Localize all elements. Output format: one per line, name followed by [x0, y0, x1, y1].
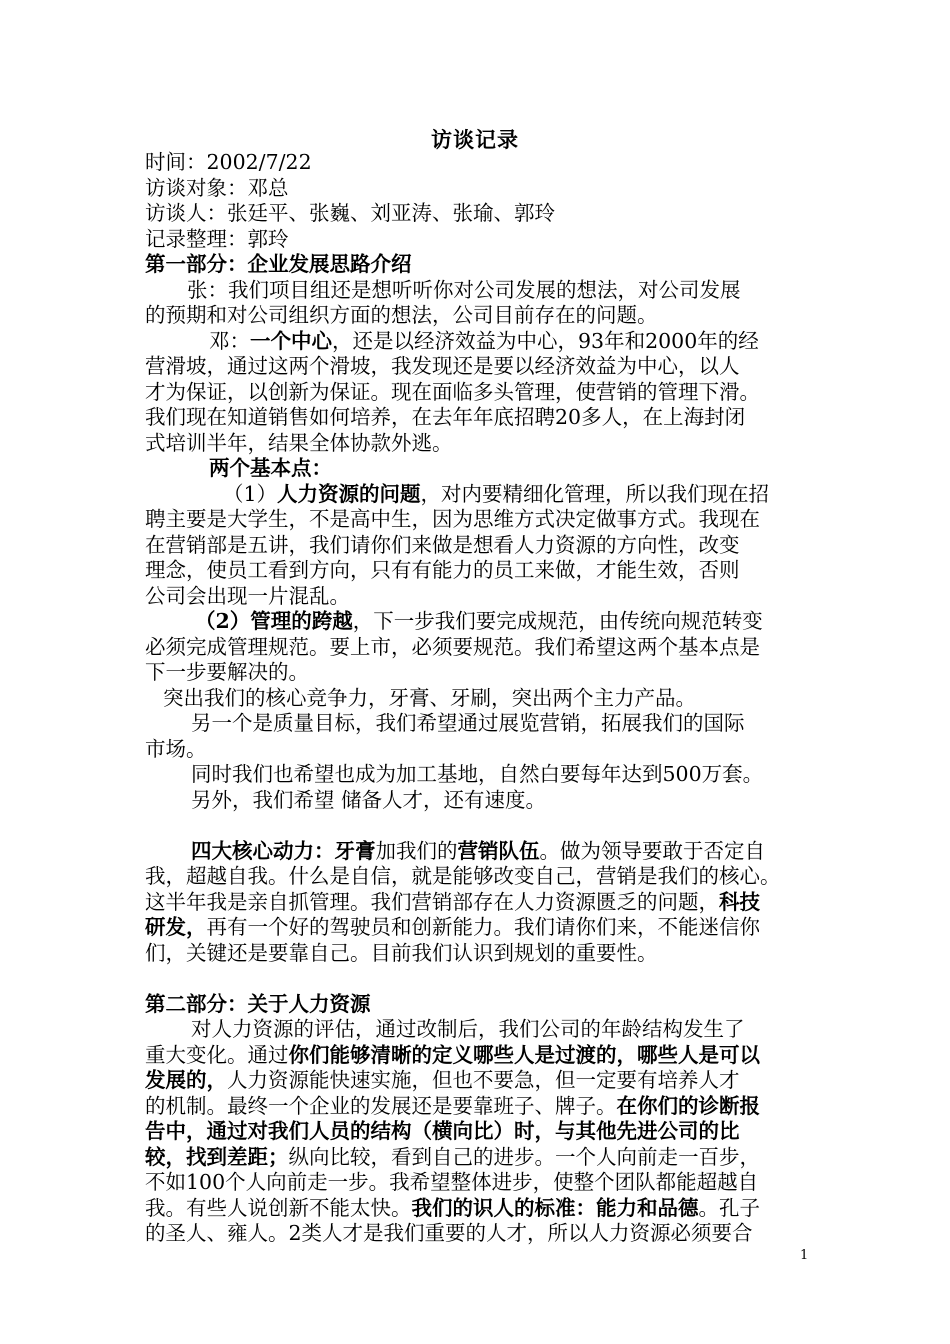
meta-interviewee: 访谈对象：邓总: [145, 175, 289, 200]
paragraph-line: 的圣人、雍人。2类人才是我们重要的人才，所以人力资源必须要合: [145, 1221, 753, 1245]
paragraph-line: 对人力资源的评估，通过改制后，我们公司的年龄结构发生了: [191, 1017, 745, 1041]
paragraph-line: 式培训半年，结果全体协款外逃。: [145, 430, 453, 455]
paragraph-line: 在营销部是五讲，我们请你们来做是想看人力资源的方向性，改变: [145, 532, 740, 557]
meta-interviewers: 访谈人：张廷平、张巍、刘亚涛、张瑜、郭玲: [145, 201, 555, 225]
paragraph-line: 的机制。最终一个企业的发展还是要靠班子、牌子。在你们的诊断报: [145, 1093, 760, 1118]
paragraph-line: （2）管理的跨越，下一步我们要完成规范，由传统向规范转变: [195, 609, 763, 633]
paragraph-line: 较，找到差距；纵向比较，看到自己的进步。一个人向前走一百步，: [145, 1144, 760, 1169]
paragraph-line: 另外，我们希望 储备人才，还有速度。: [191, 787, 547, 812]
paragraph-line: 四大核心动力：牙膏加我们的营销队伍。做为领导要敢于否定自: [191, 838, 765, 863]
paragraph-line: 才为保证，以创新为保证。现在面临多头管理，使营销的管理下滑。: [145, 379, 760, 404]
paragraph-line: 邓：一个中心，还是以经济效益为中心，93年和2000年的经: [209, 328, 759, 353]
paragraph-line: 公司会出现一片混乱。: [145, 583, 350, 608]
paragraph-line: 突出我们的核心竞争力，牙膏、牙刷，突出两个主力产品。: [163, 685, 696, 710]
paragraph-line: 市场。: [145, 736, 207, 761]
paragraph-line: 的预期和对公司组织方面的想法，公司目前存在的问题。: [145, 303, 658, 327]
part2-heading: 第二部分：关于人力资源: [145, 991, 371, 1016]
meta-recorder: 记录整理：郭玲: [145, 226, 289, 251]
blank-line: [145, 813, 810, 839]
paragraph-line: 营滑坡，通过这两个滑坡，我发现还是要以经济效益为中心，以人: [145, 354, 740, 378]
paragraph-line: 张：我们项目组还是想听听你对公司发展的想法，对公司发展: [187, 277, 741, 302]
paragraph-line: 我们现在知道销售如何培养，在去年年底招聘20多人，在上海封闭: [145, 405, 746, 429]
subheading: 两个基本点：: [209, 456, 332, 480]
paragraph-line: 我，超越自我。什么是自信，就是能够改变自己，营销是我们的核心。: [145, 864, 781, 888]
paragraph-line: 这半年我是亲自抓管理。我们营销部存在人力资源匮乏的问题，科技: [145, 889, 760, 914]
meta-time: 时间：2002/7/22: [145, 150, 312, 174]
paragraph-line: 不如100个人向前走一步。我希望整体进步，使整个团队都能超越自: [145, 1170, 759, 1194]
paragraph-line: 另一个是质量目标，我们希望通过展览营销，拓展我们的国际: [191, 711, 745, 735]
page-number: 1: [800, 1248, 809, 1263]
document-title: 访谈记录: [431, 127, 519, 152]
paragraph-line: （1）人力资源的问题，对内要精细化管理，所以我们现在招: [223, 481, 770, 506]
paragraph-line: 我。有些人说创新不能太快。我们的识人的标准：能力和品德。孔子: [145, 1195, 760, 1220]
paragraph-line: 同时我们也希望也成为加工基地，自然白要每年达到500万套。: [191, 762, 764, 786]
paragraph-line: 理念，使员工看到方向，只有有能力的员工来做，才能生效，否则: [145, 558, 740, 582]
paragraph-line: 研发，再有一个好的驾驶员和创新能力。我们请你们来，不能迷信你: [145, 915, 760, 939]
paragraph-line: 必须完成管理规范。要上市，必须要规范。我们希望这两个基本点是: [145, 634, 760, 659]
paragraph-line: 告中，通过对我们人员的结构（横向比）时，与其他先进公司的比: [145, 1119, 740, 1143]
blank-line: [145, 966, 810, 992]
document-body: [145, 150, 810, 1247]
paragraph-line: 重大变化。通过你们能够清晰的定义哪些人是过渡的，哪些人是可以: [145, 1042, 760, 1067]
paragraph-line: 聘主要是大学生，不是高中生，因为思维方式决定做事方式。我现在: [145, 507, 760, 531]
part1-heading: 第一部分：企业发展思路介绍: [145, 252, 412, 276]
paragraph-line: 们，关键还是要靠自己。目前我们认识到规划的重要性。: [145, 940, 658, 965]
paragraph-line: 发展的，人力资源能快速实施，但也不要急，但一定要有培养人才: [145, 1068, 740, 1092]
paragraph-line: 下一步要解决的。: [145, 660, 309, 684]
